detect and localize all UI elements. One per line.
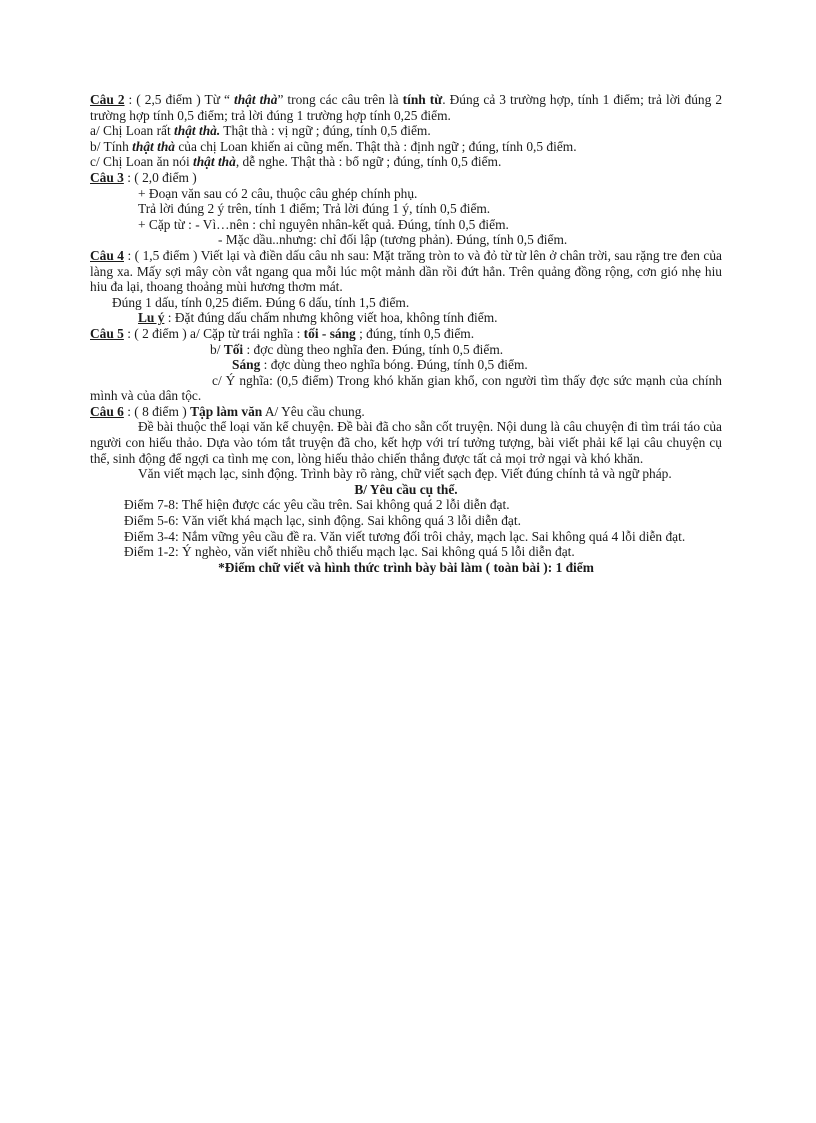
q3-line-3: + Cặp từ : - Vì…nên : chỉ nguyên nhân-kết quả. Đúng, tính 0,5 điểm. [138,216,509,232]
q6-paragraph-1: Đề bài thuộc thể loại văn kể chuyện. Đề bài đã cho sẵn cốt truyện. Nội dung là câu chuyện đi tìm trái táo của người con hiếu thảo. Dựa vào tóm tắt truyện đã cho, kết hợp với trí tưởng tượng, bài viết phải kể lại câu chuyện cụ thể, sinh động để ngợi ca tình mẹ con, lòng hiếu thảo chiến thắng được tất cả mọi trở ngại và khó khăn. [90,419,722,466]
q6-head: Câu 6 : ( 8 điểm ) Tập làm văn A/ Yêu cầu chung. [90,403,365,419]
q6-score-5-6: Điểm 5-6: Văn viết khá mạch lạc, sinh động. Sai không quá 3 lỗi diễn đạt. [124,513,521,529]
q3-head: Câu 3 : ( 2,0 điểm ) [90,169,197,185]
q6-paragraph-2: Văn viết mạch lạc, sinh động. Trình bày rõ ràng, chữ viết sạch đẹp. Viết đúng chính tả và ngữ pháp. [138,466,672,482]
q5-label: Câu 5 [90,325,124,341]
q5-b1: b/ Tối : đợc dùng theo nghĩa đen. Đúng, tính 0,5 điểm. [210,341,504,357]
q3-line-2: Trả lời đúng 2 ý trên, tính 1 điểm; Trả lời đúng 1 ý, tính 0,5 điểm. [138,201,491,217]
q2-b: b/ Tính thật thà của chị Loan khiến ai cũng mến. Thật thà : định ngữ ; đúng, tính 0,5 điểm. [90,138,577,154]
q3-line-4: - Mặc dầu..nhưng: chỉ đối lập (tương phản). Đúng, tính 0,5 điểm. [218,232,568,248]
q2-a: a/ Chị Loan rất thật thà. Thật thà : vị ngữ ; đúng, tính 0,5 điểm. [90,123,431,139]
q2-c: c/ Chị Loan ăn nói thật thà, dễ nghe. Thật thà : bổ ngữ ; đúng, tính 0,5 điểm. [90,154,502,170]
q6-score-1-2: Điểm 1-2: Ý nghèo, văn viết nhiều chỗ thiếu mạch lạc. Sai không quá 5 lỗi diễn đạt. [124,544,575,560]
q4-body: Câu 4 : ( 1,5 điểm ) Viết lại và điền dấu câu nh sau: Mặt trăng tròn to và đỏ từ từ lên ở chân trời, sau rặng tre đen của làng xa. Mấy sợi mây còn vắt ngang qua mỗi lúc một mảnh dần rồi đứt hẳn. Trên quảng đồng rộng, cơn gió nhẹ hiu hiu đa lại, thoang thoảng mùi hương thơm mát. [90,247,723,295]
q6-score-3-4: Điểm 3-4: Nắm vững yêu cầu đề ra. Văn viết tương đối trôi chảy, mạch lạc. Sai không quá 4 lỗi diễn đạt. [124,528,686,544]
q4-note: Lu ý : Đặt đúng dấu chấm nhưng không viết hoa, không tính điểm. [138,310,498,326]
q6-section-b-heading: B/ Yêu cầu cụ thể. [354,481,458,497]
q5-a: Câu 5 : ( 2 điểm ) a/ Cặp từ trái nghĩa : tối - sáng ; đúng, tính 0,5 điểm. [90,325,475,341]
q4-scoring: Đúng 1 dấu, tính 0,25 điểm. Đúng 6 dấu, tính 1,5 điểm. [112,294,410,310]
q5-c: c/ Ý nghĩa: (0,5 điểm) Trong khó khăn gian khổ, con người tìm thấy đợc sức mạnh của chính mình và của dân tộc. [90,372,722,404]
q6-score-7-8: Điểm 7-8: Thể hiện được các yêu cầu trên. Sai không quá 2 lỗi diễn đạt. [124,497,510,513]
q2-intro: Câu 2 : ( 2,5 điểm ) Từ “ thật thà” trong các câu trên là tính từ. Đúng cả 3 trường hợp, tính 1 điểm; trả lời đúng 2 trường hợp tính 0,5 điểm; trả lời đúng 1 trường hợp tính 0,25 điểm. [90,92,723,123]
q2-label: Câu 2 [90,92,125,107]
q5-b2: Sáng : đợc dùng theo nghĩa bóng. Đúng, tính 0,5 điểm. [232,357,528,373]
q3-line-1: + Đoạn văn sau có 2 câu, thuộc câu ghép chính phụ. [138,185,418,201]
q6-final-note: *Điểm chữ viết và hình thức trình bày bài làm ( toàn bài ): 1 điểm [218,559,594,575]
q6-label: Câu 6 [90,403,124,419]
q4-label: Câu 4 [90,247,124,263]
q3-label: Câu 3 [90,169,124,185]
answer-key-page [90,92,722,575]
